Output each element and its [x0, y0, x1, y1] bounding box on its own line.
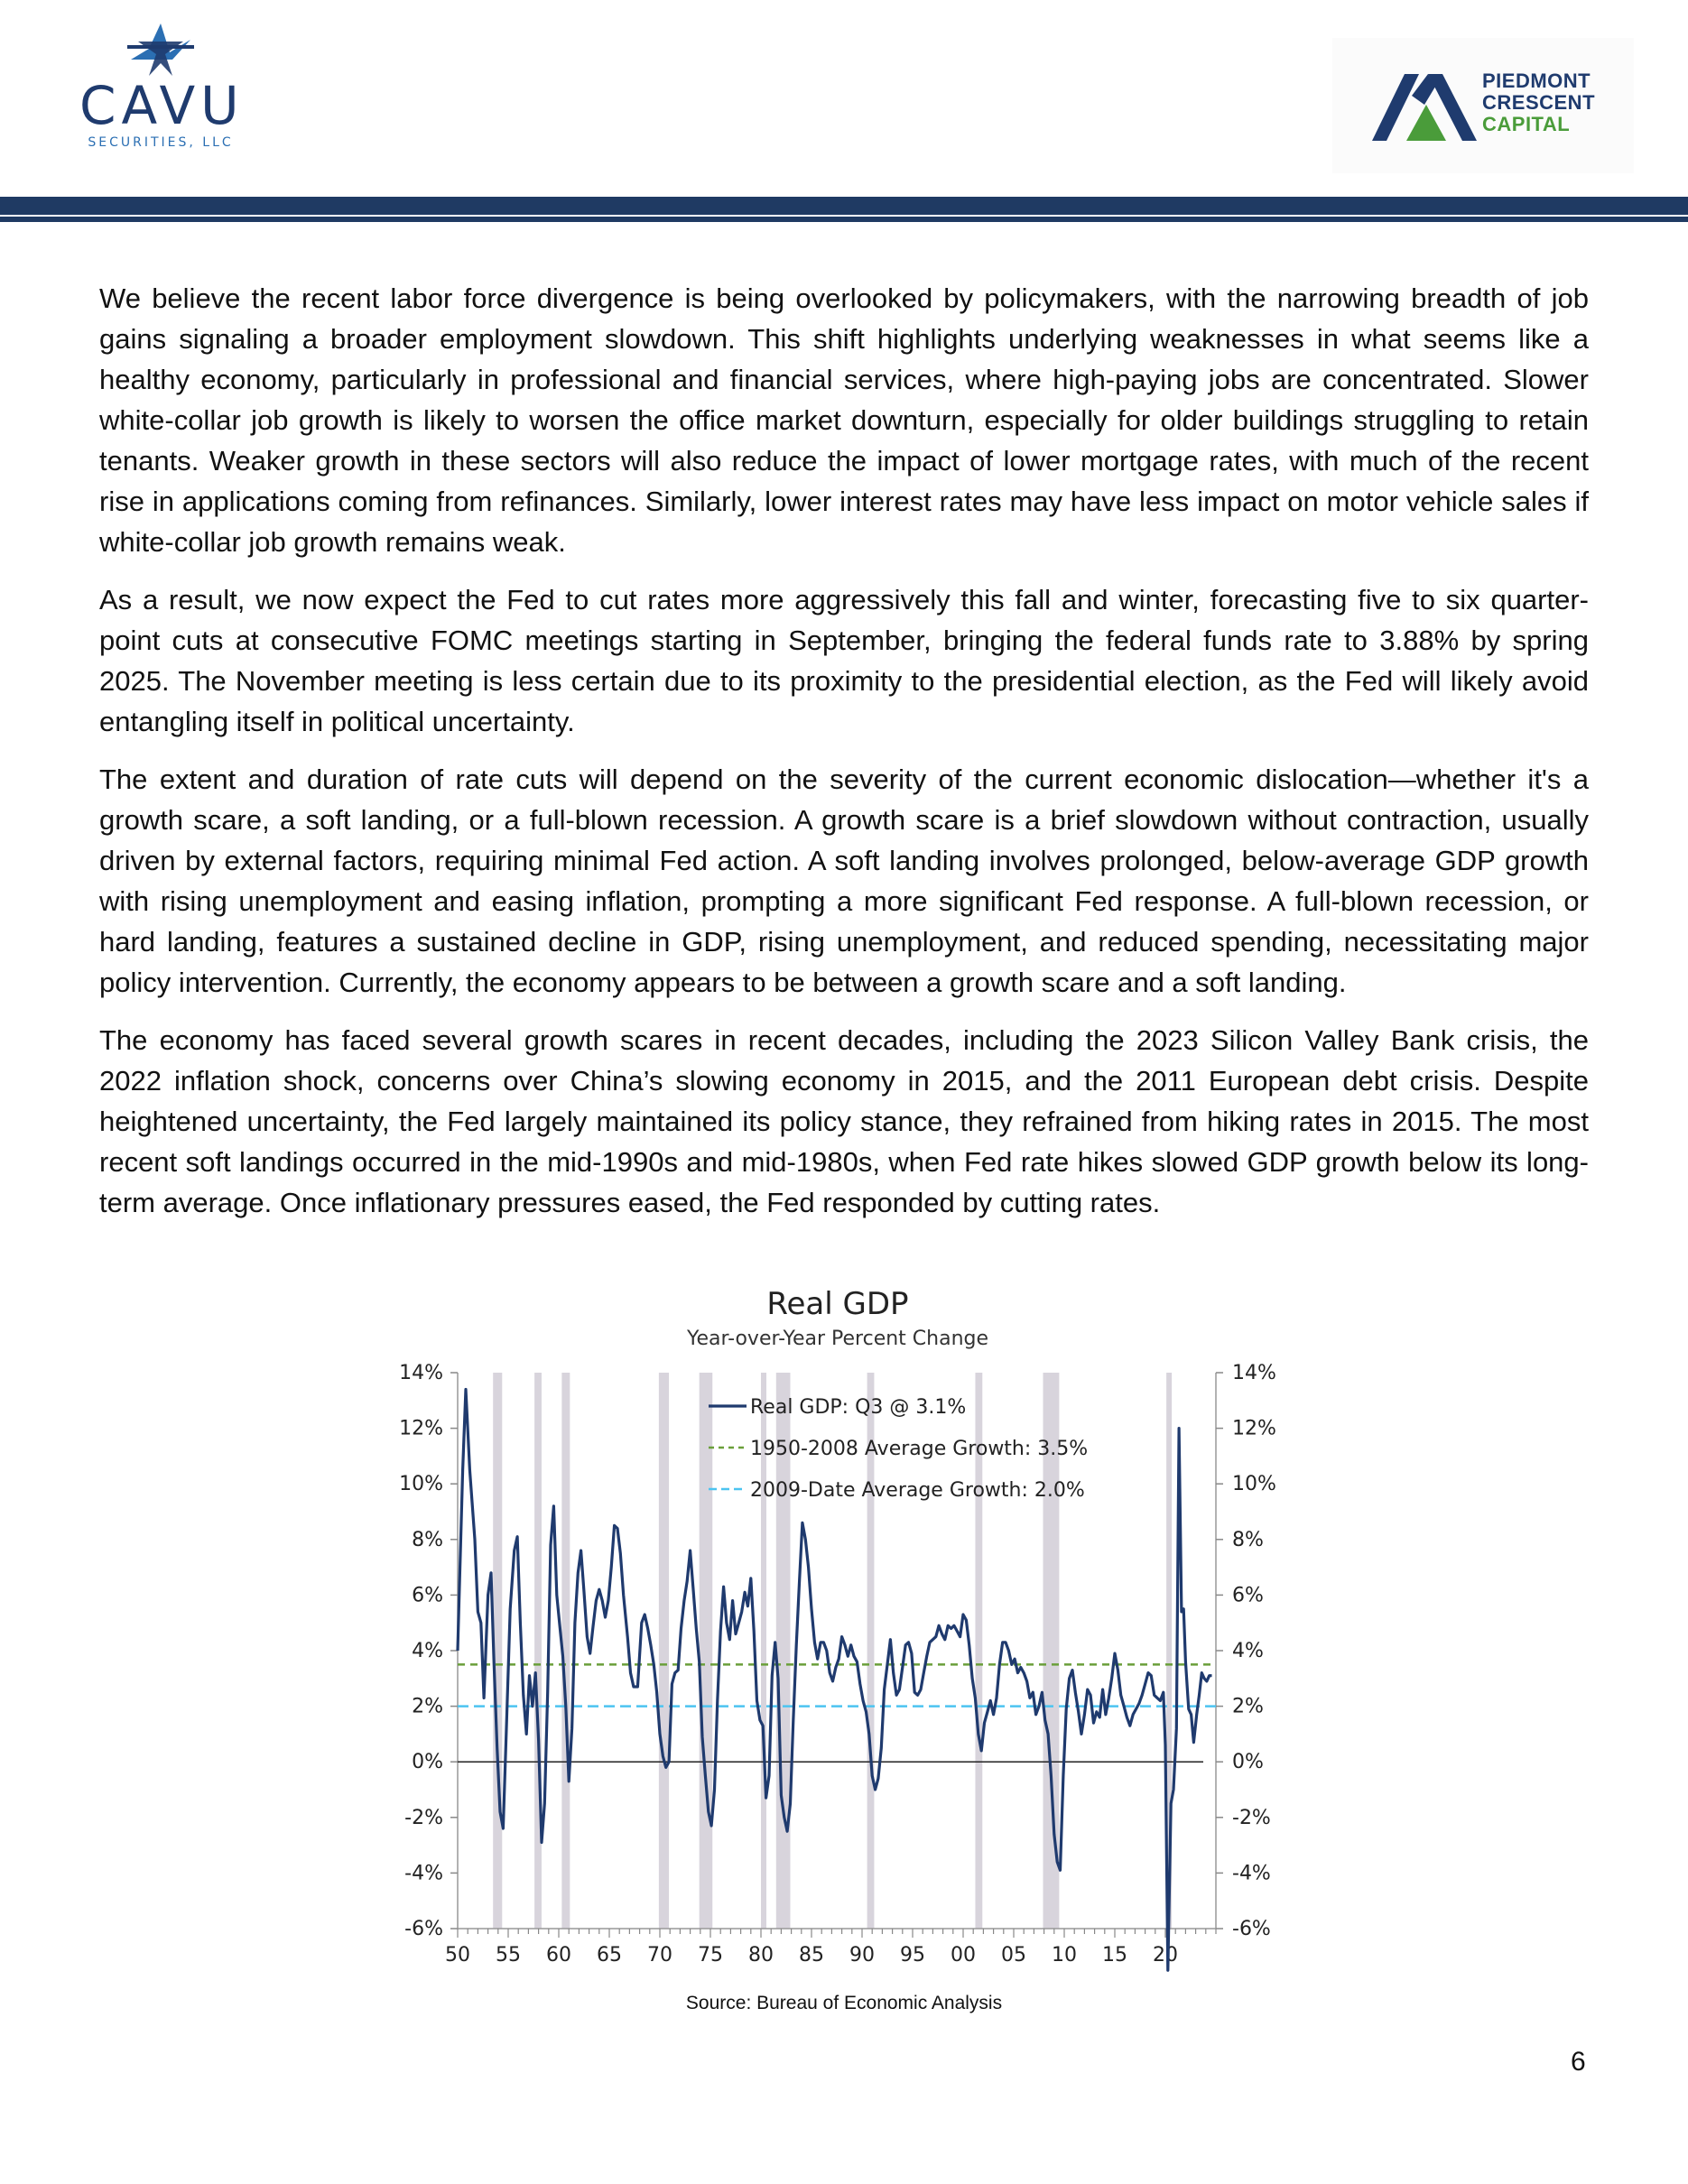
- x-tick-label: 20: [1153, 1944, 1178, 1967]
- chart-legend: [709, 1396, 1088, 1502]
- y-tick-label-left: 10%: [399, 1473, 443, 1496]
- y-tick-label-right: 8%: [1232, 1528, 1264, 1551]
- x-tick-label: 70: [647, 1944, 672, 1967]
- x-tick-label: 15: [1102, 1944, 1127, 1967]
- cavu-wordmark: CAVU: [79, 75, 245, 136]
- y-tick-label-right: 12%: [1232, 1417, 1276, 1440]
- y-tick-label-left: 4%: [412, 1640, 443, 1662]
- x-tick-label: 05: [1001, 1944, 1026, 1967]
- y-tick-label-right: -4%: [1232, 1862, 1271, 1885]
- logo-line-3: CAPITAL: [1482, 113, 1571, 135]
- chart-source: Source: Bureau of Economic Analysis: [685, 1993, 1003, 2013]
- x-tick-label: 10: [1052, 1944, 1077, 1967]
- mountain-logo-icon: [1372, 69, 1477, 143]
- chart-subtitle: Year-over-Year Percent Change: [686, 1328, 989, 1350]
- logo-line-2: CRESCENT: [1482, 91, 1596, 114]
- real-gdp-chart: [343, 1282, 1354, 2022]
- chart-title: Real GDP: [766, 1286, 909, 1322]
- y-tick-label-left: 12%: [399, 1417, 443, 1440]
- x-tick-label: 75: [698, 1944, 723, 1967]
- x-tick-label: 85: [799, 1944, 824, 1967]
- paragraph-1: We believe the recent labor force divergence is being overlooked by policymakers, with the narrowing breadth of job gains signaling a broader employment slowdown. This shift highlights underlying weaknesses in what seems like a healthy economy, particularly in professional and financial services, where high-paying jobs are concentrated. Slower white-collar job growth is likely to worsen the office market downturn, especially for older buildings struggling to retain tenants. Weaker growth in these sectors will also reduce the impact of lower mortgage rates, with much of the recent rise in applications coming from refinances. Similarly, lower interest rates may have less impact on motor vehicle sales if white-collar job growth remains weak.: [99, 282, 1589, 558]
- star-icon: [120, 22, 201, 78]
- x-tick-label: 90: [849, 1944, 875, 1967]
- page-header: [0, 0, 1688, 197]
- recession-band: [700, 1373, 713, 1929]
- recession-band: [534, 1373, 542, 1929]
- y-tick-label-right: 6%: [1232, 1584, 1264, 1607]
- header-rule-thin: [0, 217, 1688, 222]
- page-number: 6: [1571, 2047, 1586, 2077]
- legend-label: Real GDP: Q3 @ 3.1%: [750, 1396, 967, 1419]
- paragraph-2: As a result, we now expect the Fed to cut rates more aggressively this fall and winter, forecasting five to six quarter-point cuts at consecutive FOMC meetings starting in September, bringing the federal funds rate to 3.88% by spring 2025. The November meeting is less certain due to its proximity to the presidential election, as the Fed will likely avoid entangling itself in political uncertainty.: [99, 584, 1589, 737]
- header-rule: [0, 197, 1688, 215]
- paragraph-3: The extent and duration of rate cuts will depend on the severity of the current economic dislocation—whether it's a growth scare, a soft landing, or a full-blown recession. A growth scare is a brief slowdown without contraction, usually driven by external factors, requiring minimal Fed action. A soft landing involves prolonged, below-average GDP growth with rising unemployment and easing inflation, prompting a more significant Fed response. A full-blown recession, or hard landing, features a sustained decline in GDP, rising unemployment, and reduced spending, necessitating major policy intervention. Currently, the economy appears to be between a growth scare and a soft landing.: [99, 763, 1589, 998]
- y-tick-label-right: 14%: [1232, 1362, 1276, 1384]
- y-tick-label-left: -4%: [404, 1862, 443, 1885]
- body-text: [99, 278, 1589, 1240]
- y-tick-label-right: 2%: [1232, 1695, 1264, 1718]
- cavu-subtitle: SECURITIES, LLC: [88, 135, 234, 150]
- paragraph-4: The economy has faced several growth scares in recent decades, including the 2023 Silicon Valley Bank crisis, the 2022 inflation shock, concerns over China’s slowing economy in 2015, and the 2011 European debt crisis. Despite heightened uncertainty, the Fed largely maintained its policy stance, they refrained from hiking rates in 2015. The most recent soft landings occurred in the mid-1990s and mid-1980s, when Fed rate hikes slowed GDP growth below its long-term average. Once inflationary pressures eased, the Fed responded by cutting rates.: [99, 1024, 1589, 1218]
- y-tick-label-left: 2%: [412, 1695, 443, 1718]
- y-tick-label-left: 0%: [412, 1751, 443, 1774]
- series-lines: [458, 1390, 1212, 1971]
- chart-svg: [343, 1282, 1354, 1994]
- y-tick-label-left: 6%: [412, 1584, 443, 1607]
- recession-band: [659, 1373, 669, 1929]
- x-tick-label: 60: [546, 1944, 571, 1967]
- gdp-series-line: [458, 1390, 1212, 1971]
- y-tick-label-right: -6%: [1232, 1918, 1271, 1940]
- y-tick-label-left: 14%: [399, 1362, 443, 1384]
- y-tick-label-left: 8%: [412, 1528, 443, 1551]
- y-tick-label-right: -2%: [1232, 1806, 1271, 1829]
- logo-line-1: PIEDMONT: [1482, 69, 1591, 92]
- x-tick-label: 55: [496, 1944, 521, 1967]
- y-tick-label-left: -6%: [404, 1918, 443, 1940]
- x-tick-label: 65: [597, 1944, 622, 1967]
- x-tick-label: 50: [445, 1944, 470, 1967]
- y-tick-label-right: 0%: [1232, 1751, 1264, 1774]
- cavu-logo: [79, 22, 245, 166]
- y-tick-label-right: 10%: [1232, 1473, 1276, 1496]
- x-tick-label: 80: [748, 1944, 774, 1967]
- legend-label: 1950-2008 Average Growth: 3.5%: [750, 1438, 1089, 1460]
- piedmont-crescent-wordmark: [1482, 70, 1595, 135]
- x-tick-label: 00: [951, 1944, 976, 1967]
- x-tick-label: 95: [900, 1944, 925, 1967]
- piedmont-crescent-logo: [1332, 38, 1634, 173]
- y-tick-label-right: 4%: [1232, 1640, 1264, 1662]
- legend-label: 2009-Date Average Growth: 2.0%: [750, 1479, 1085, 1502]
- y-tick-label-left: -2%: [404, 1806, 443, 1829]
